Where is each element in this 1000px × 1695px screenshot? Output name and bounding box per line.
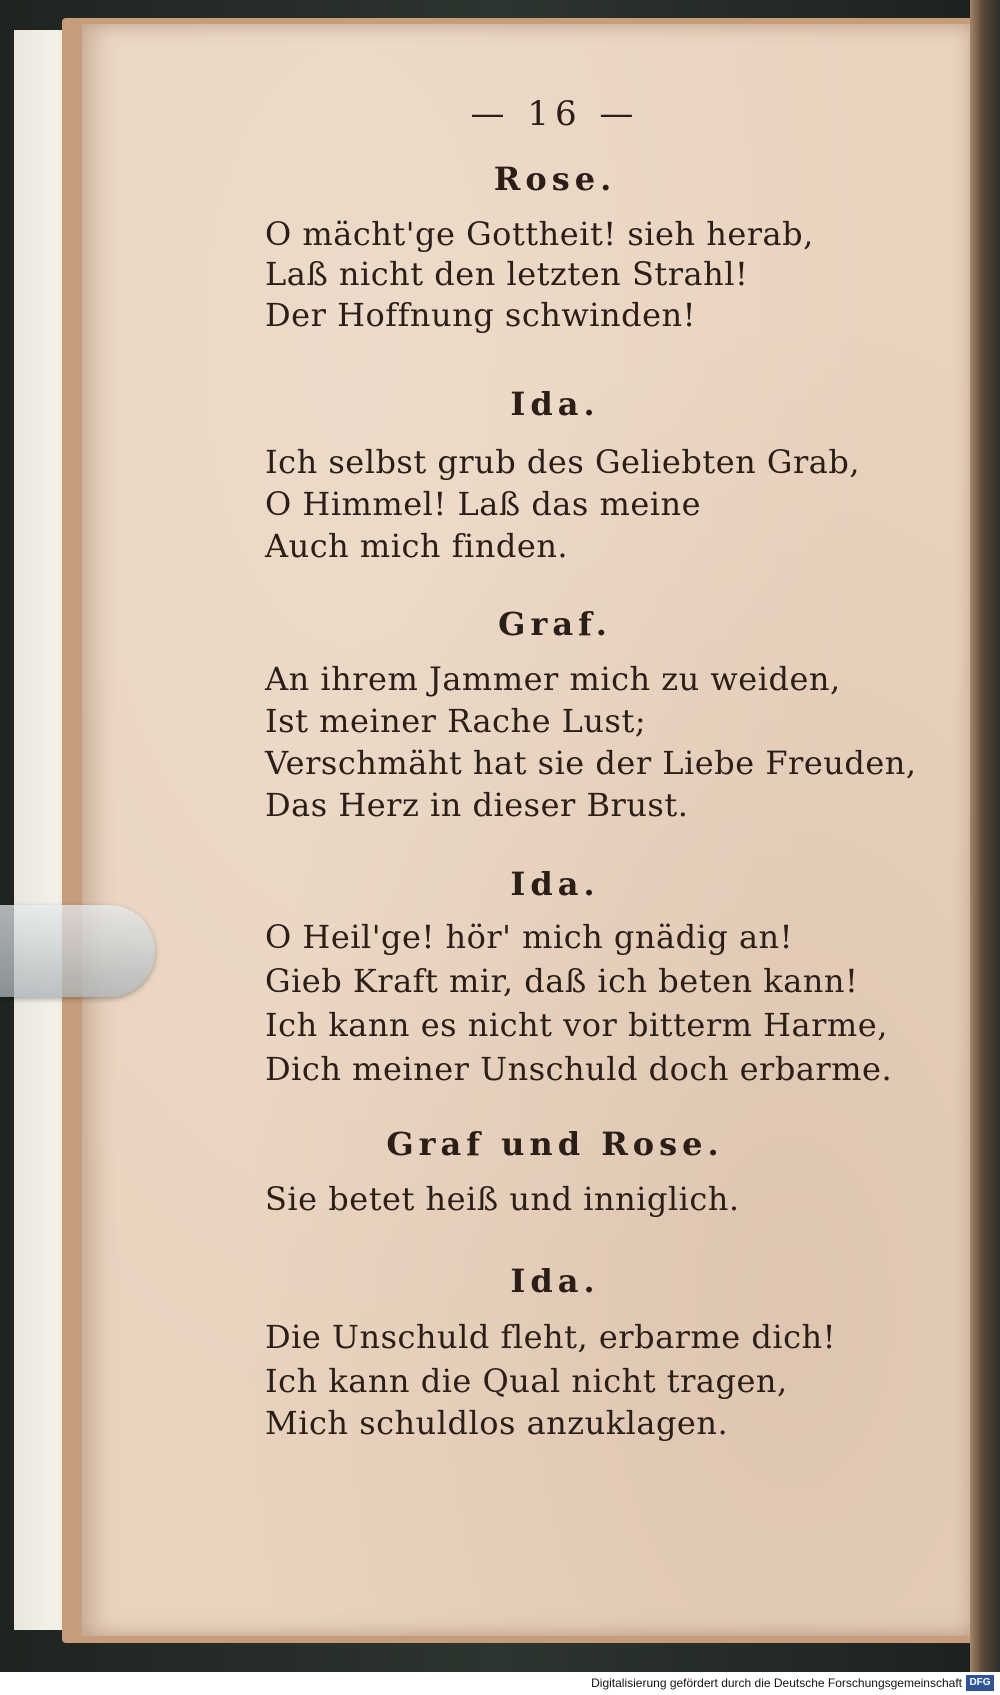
verse-line: Sie betet heiß und inniglich. bbox=[265, 1180, 740, 1218]
dfg-logo: DFG bbox=[966, 1675, 994, 1691]
speaker-name: Ida. bbox=[510, 385, 600, 423]
verse-line: Ist meiner Rache Lust; bbox=[265, 702, 647, 740]
speaker-name: Ida. bbox=[510, 865, 600, 903]
verse-line: Ich kann es nicht vor bitterm Harme, bbox=[265, 1006, 888, 1044]
footer-credit: Digitalisierung gefördert durch die Deutsche Forschungsgemeinschaft bbox=[591, 1676, 962, 1690]
verse-line: Das Herz in dieser Brust. bbox=[265, 786, 689, 824]
verse-line: O Heil'ge! hör' mich gnädig an! bbox=[265, 918, 793, 956]
verse-line: Auch mich finden. bbox=[265, 527, 569, 565]
verse-line: Dich meiner Unschuld doch erbarme. bbox=[265, 1050, 893, 1088]
verse-line: Die Unschuld fleht, erbarme dich! bbox=[265, 1318, 837, 1356]
verse-line: Mich schuldlos anzuklagen. bbox=[265, 1404, 729, 1442]
page-number: — 16 — bbox=[470, 94, 640, 134]
verse-line: Verschmäht hat sie der Liebe Freuden, bbox=[265, 744, 917, 782]
speaker-name: Ida. bbox=[510, 1262, 600, 1300]
footer-bar bbox=[0, 1672, 1000, 1695]
speaker-name: Graf und Rose. bbox=[386, 1125, 724, 1163]
speaker-name: Rose. bbox=[493, 160, 617, 198]
speaker-name: Graf. bbox=[498, 605, 612, 643]
verse-line: O mächt'ge Gottheit! sieh herab, bbox=[265, 215, 814, 253]
verse-line: Ich kann die Qual nicht tragen, bbox=[265, 1362, 788, 1400]
verse-line: O Himmel! Laß das meine bbox=[265, 485, 702, 523]
verse-line: Laß nicht den letzten Strahl! bbox=[265, 255, 749, 293]
verse-line: Der Hoffnung schwinden! bbox=[265, 296, 696, 334]
verse-line: An ihrem Jammer mich zu weiden, bbox=[265, 660, 841, 698]
verse-line: Ich selbst grub des Geliebten Grab, bbox=[265, 443, 860, 481]
verse-line: Gieb Kraft mir, daß ich beten kann! bbox=[265, 962, 859, 1000]
